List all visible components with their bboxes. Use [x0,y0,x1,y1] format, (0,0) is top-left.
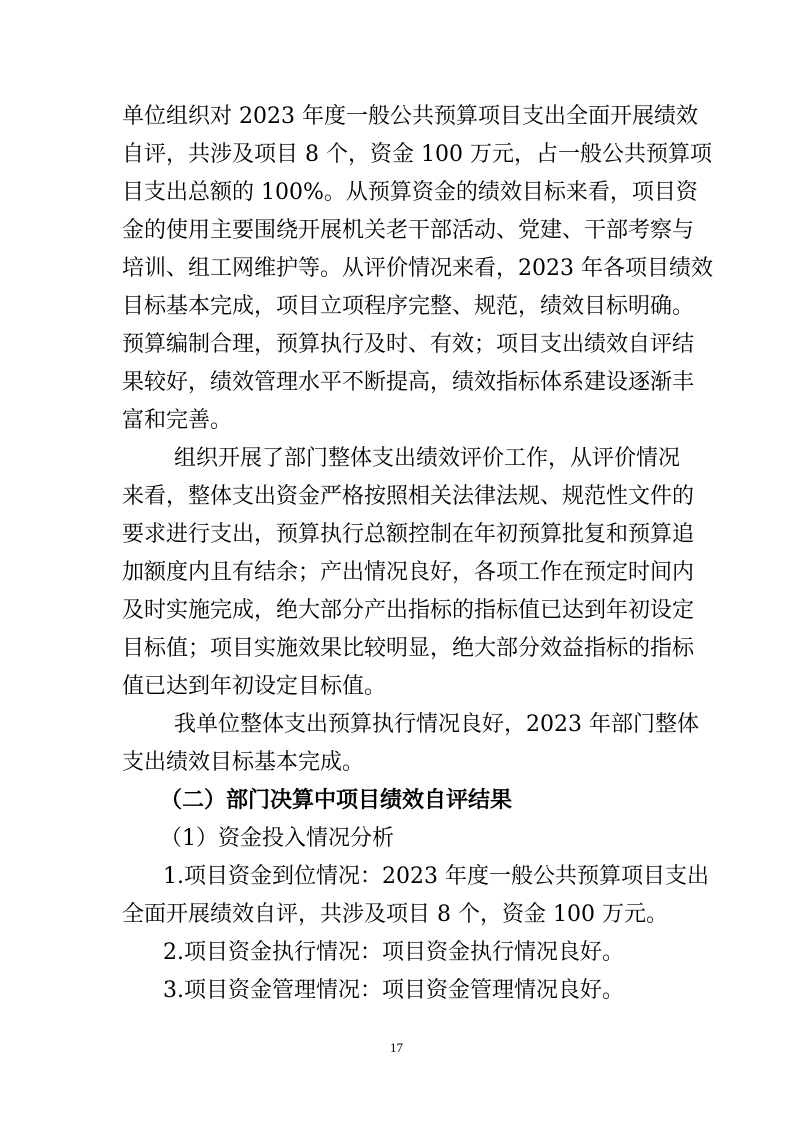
line-text: 目支出总额的 100%。从预算资金的绩效目标来看，项目资 [122,180,698,205]
line-text: 支出绩效目标基本完成。 [122,750,365,775]
line-text: 富和完善。 [122,408,233,433]
line-text: 我单位整体支出预算执行情况良好，2023 年部门整体 [174,712,699,737]
page-number: 17 [390,1040,403,1055]
paragraph-line [0,705,793,745]
paragraph-line [0,211,793,251]
paragraph-line [0,363,793,403]
line-text: 预算编制合理，预算执行及时、有效；项目支出绩效自评结 [122,332,695,357]
line-text: 加额度内且有结余；产出情况良好，各项工作在预定时间内 [122,560,695,585]
subheading [0,819,793,859]
section-heading [0,781,793,821]
line-text: 培训、组工网维护等。从评价情况来看，2023 年各项目绩效 [122,256,713,281]
section-heading-text: （二）部门决算中项目绩效自评结果 [160,788,513,813]
line-text: 及时实施完成，绝大部分产出指标的指标值已达到年初设定 [122,598,695,623]
paragraph-line [0,591,793,631]
line-text: 3.项目资金管理情况：项目资金管理情况良好。 [163,978,624,1003]
list-item-line [0,895,793,935]
line-text: 1.项目资金到位情况：2023 年度一般公共预算项目支出 [163,864,709,889]
line-text: 果较好，绩效管理水平不断提高，绩效指标体系建设逐渐丰 [122,370,695,395]
list-item-line [0,857,793,897]
line-text: 目标基本完成，项目立项程序完整、规范，绩效目标明确。 [122,294,695,319]
paragraph-line [0,173,793,213]
paragraph-line [0,515,793,555]
line-text: 组织开展了部门整体支出绩效评价工作，从评价情况 [174,446,681,471]
paragraph-line [0,249,793,289]
subheading-text: （1）资金投入情况分析 [160,826,394,851]
line-text: 单位组织对 2023 年度一般公共预算项目支出全面开展绩效 [122,104,698,129]
line-text: 要求进行支出，预算执行总额控制在年初预算批复和预算追 [122,522,695,547]
paragraph-line [0,743,793,783]
list-item-line [0,971,793,1011]
list-item-line [0,933,793,973]
paragraph-line [0,553,793,593]
paragraph-line [0,97,793,137]
paragraph-line [0,667,793,707]
line-text: 金的使用主要围绕开展机关老干部活动、党建、干部考察与 [122,218,695,243]
paragraph-line [0,287,793,327]
paragraph-line [0,629,793,669]
line-text: 2.项目资金执行情况：项目资金执行情况良好。 [163,940,624,965]
line-text: 值已达到年初设定目标值。 [122,674,387,699]
paragraph-line [0,325,793,365]
line-text: 来看，整体支出资金严格按照相关法律法规、规范性文件的 [122,484,695,509]
line-text: 自评，共涉及项目 8 个，资金 100 万元，占一般公共预算项 [122,142,712,167]
line-text: 目标值；项目实施效果比较明显，绝大部分效益指标的指标 [122,636,695,661]
paragraph-line [0,477,793,517]
paragraph-line [0,401,793,441]
line-text: 全面开展绩效自评，共涉及项目 8 个，资金 100 万元。 [122,902,668,927]
paragraph-line [0,439,793,479]
paragraph-line [0,135,793,175]
